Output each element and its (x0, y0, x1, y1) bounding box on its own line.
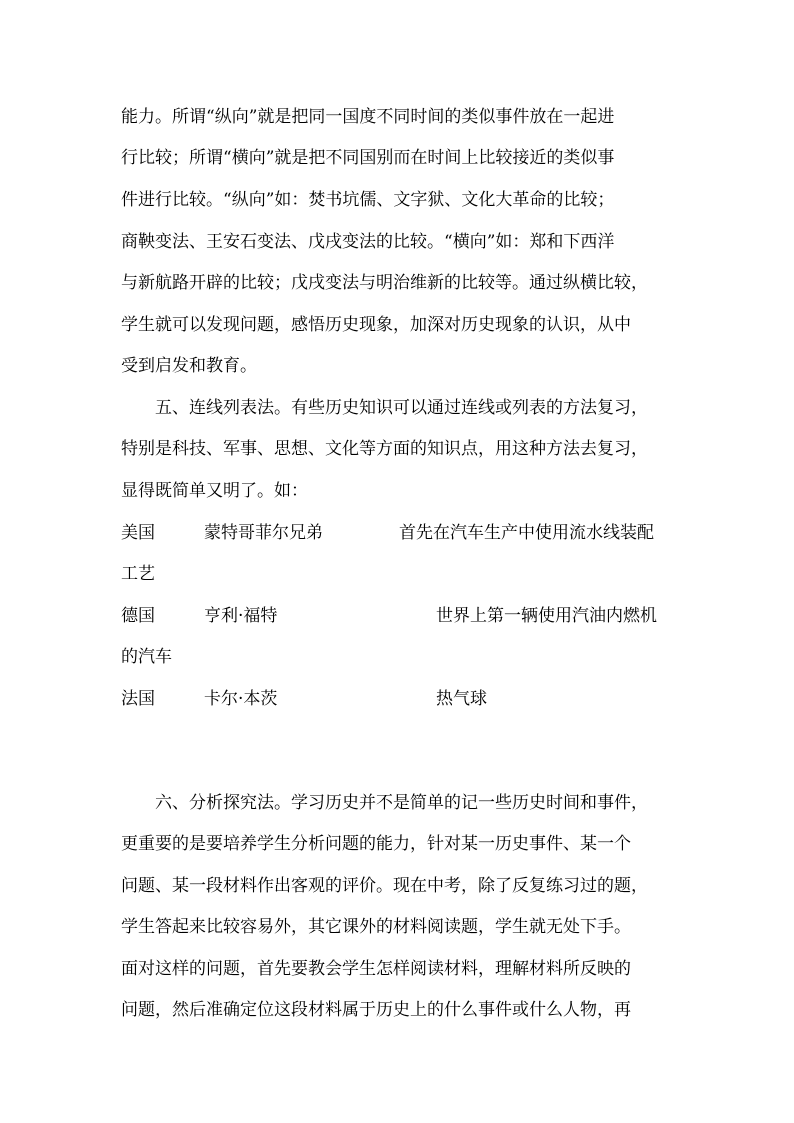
text-line: 特别是科技、军事、思想、文化等方面的知识点，用这种方法去复习， (121, 439, 648, 459)
person-cell: 亨利·福特 (204, 606, 278, 626)
text-line: 的汽车 (121, 647, 172, 667)
achievement-cell: 世界上第一辆使用汽油内燃机 (436, 606, 657, 626)
person-cell: 蒙特哥菲尔兄弟 (204, 523, 323, 543)
text-line: 五、连线列表法。有些历史知识可以通过连线或列表的方法复习， (155, 398, 648, 418)
text-line: 件进行比较。“纵向”如：焚书坑儒、文字狱、文化大革命的比较； (121, 190, 615, 210)
list-row (121, 604, 701, 628)
text-line: 更重要的是要培养学生分析问题的能力，针对某一历史事件、某一个 (121, 834, 631, 854)
text-line: 显得既简单又明了。如： (121, 481, 308, 501)
achievement-cell: 首先在汽车生产中使用流水线装配 (399, 523, 654, 543)
text-line: 问题、某一段材料作出客观的评价。现在中考，除了反复练习过的题， (121, 876, 648, 896)
achievement-cell: 热气球 (436, 689, 487, 709)
text-line: 能力。所谓“纵向”就是把同一国度不同时间的类似事件放在一起进 (121, 107, 615, 127)
country-cell: 法国 (121, 689, 155, 709)
list-row (121, 521, 701, 545)
text-line: 六、分析探究法。学习历史并不是简单的记一些历史时间和事件， (155, 793, 648, 813)
country-cell: 美国 (121, 523, 155, 543)
country-cell: 德国 (121, 606, 155, 626)
text-line: 行比较；所谓“横向”就是把不同国别而在时间上比较接近的类似事 (121, 148, 615, 168)
text-line: 受到启发和教育。 (121, 356, 257, 376)
list-row (121, 687, 701, 711)
text-line: 商鞅变法、王安石变法、戊戌变法的比较。“横向”如：郑和下西洋 (121, 232, 615, 252)
person-cell: 卡尔·本茨 (204, 689, 278, 709)
text-line: 学生答起来比较容易外，其它课外的材料阅读题，学生就无处下手。 (121, 917, 631, 937)
text-line: 问题，然后准确定位这段材料属于历史上的什么事件或什么人物，再 (121, 1000, 631, 1020)
text-line: 工艺 (121, 564, 155, 584)
text-line: 面对这样的问题，首先要教会学生怎样阅读材料，理解材料所反映的 (121, 959, 631, 979)
text-line: 与新航路开辟的比较；戊戌变法与明治维新的比较等。通过纵横比较， (121, 273, 648, 293)
text-line: 学生就可以发现问题，感悟历史现象，加深对历史现象的认识，从中 (121, 315, 631, 335)
